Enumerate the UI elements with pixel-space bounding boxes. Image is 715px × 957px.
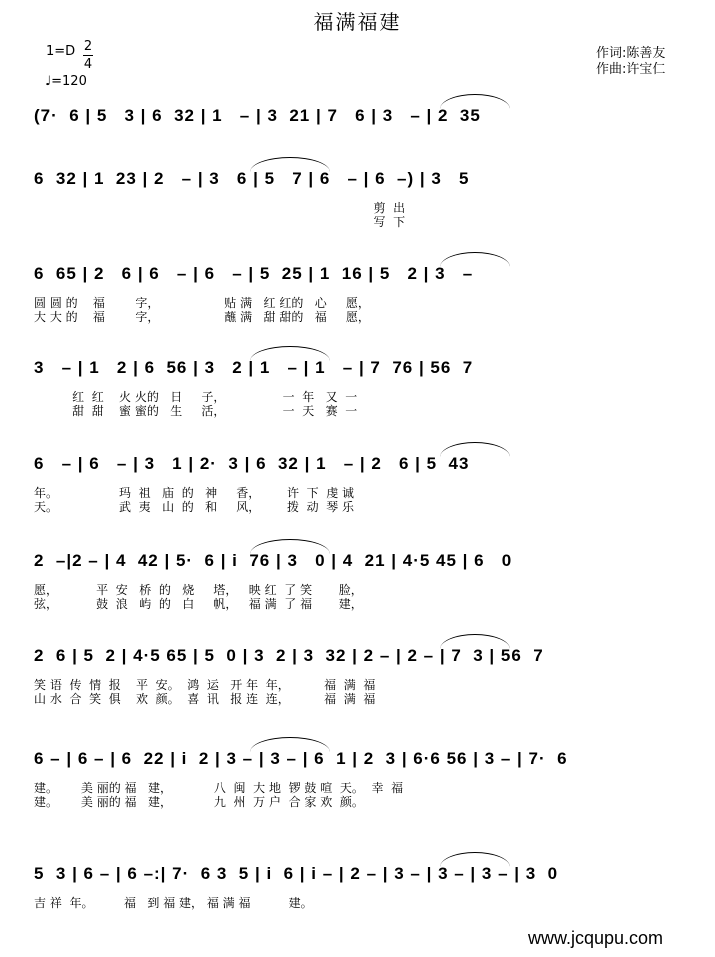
composer: 作曲:许宝仁	[596, 62, 666, 77]
score-row	[34, 258, 684, 290]
row-notes: 2 –|2 – | 4 42 | 5· 6 | i 76 | 3 0 | 4 21 | 4·5 45 | 6 0	[34, 551, 513, 570]
lyric-line: 天。 武 夷 山 的 和 风， 拨 动 琴 乐	[34, 500, 355, 514]
watermark: www.jcqupu.com	[528, 928, 664, 948]
lyric-line: 弦， 鼓 浪 屿 的 白 帆， 福 满 了 福 建，	[34, 597, 363, 611]
lyric-line: 笑 语 传 情 报 平 安。 鸿 运 开 年 年， 福 满 福	[34, 678, 376, 692]
slur	[440, 252, 510, 267]
slur	[250, 346, 330, 361]
lyric-line: 大 大 的 福 字， 蘸 满 甜 甜的 福 愿，	[34, 310, 370, 324]
time-bottom: 4	[83, 57, 93, 72]
lyric-line: 建。 美 丽的 福 建， 八 闽 大 地 锣 鼓 喧 天。 幸 福	[34, 781, 404, 795]
score-row	[34, 100, 684, 132]
slur	[440, 442, 510, 457]
row-notes: 6 32 | 1 23 | 2 – | 3 6 | 5 7 | 6 – | 6 –) | 3 5	[34, 169, 470, 188]
score-row	[34, 640, 684, 672]
row-notes: (7· 6 | 5 3 | 6 32 | 1 – | 3 21 | 7 6 | 3 – | 2 35	[34, 106, 481, 125]
slur	[250, 737, 330, 752]
score-row	[34, 352, 684, 384]
key-signature: 1=D	[46, 44, 76, 59]
score-row	[34, 743, 684, 775]
time-signature	[83, 40, 93, 71]
lyric-line: 吉 祥 年。 福 到 福 建， 福 满 福 建。	[34, 896, 313, 910]
lyric-line: 年。 玛 祖 庙 的 神 香， 许 下 虔 诚	[34, 486, 355, 500]
row-notes: 5 3 | 6 – | 6 –:| 7· 6 3 5 | i 6 | i – | 2 – | 3 – | 3 – | 3 – | 3 0	[34, 864, 559, 883]
row-notes: 6 – | 6 – | 3 1 | 2· 3 | 6 32 | 1 – | 2 6 | 5 43	[34, 454, 470, 473]
lyric-line: 建。 美 丽的 福 建， 九 州 万 户 合 家 欢 颜。	[34, 795, 364, 809]
score-row	[34, 163, 684, 195]
time-bar	[83, 55, 93, 56]
credits	[596, 46, 665, 78]
slur	[440, 852, 510, 867]
lyric-line: 红 红 火 火的 日 子， 一 年 又 一	[34, 390, 358, 404]
slur	[440, 634, 510, 649]
song-title: 福满福建	[313, 10, 402, 34]
lyricist: 作词:陈善友	[596, 46, 666, 61]
row-notes: 3 – | 1 2 | 6 56 | 3 2 | 1 – | 1 – | 7 76 | 56 7	[34, 358, 474, 377]
lyric-line: 剪 出	[34, 201, 406, 215]
lyric-line: 圆 圆 的 福 字， 贴 满 红 红的 心 愿，	[34, 296, 370, 310]
row-notes: 2 6 | 5 2 | 4·5 65 | 5 0 | 3 2 | 3 32 | 2 – | 2 – | 7 3 | 56 7	[34, 646, 544, 665]
time-top: 2	[83, 39, 93, 54]
lyric-line: 甜 甜 蜜 蜜的 生 活， 一 天 赛 一	[34, 404, 358, 418]
tempo-marking: ♩=120	[45, 74, 87, 89]
row-notes: 6 65 | 2 6 | 6 – | 6 – | 5 25 | 1 16 | 5 2 | 3 –	[34, 264, 474, 283]
row-notes: 6 – | 6 – | 6 22 | i 2 | 3 – | 3 – | 6 1 | 2 3 | 6·6 56 | 3 – | 7· 6	[34, 749, 568, 768]
lyric-line: 愿， 平 安 桥 的 烧 塔， 映 红 了 笑 脸，	[34, 583, 363, 597]
score-row	[34, 858, 684, 890]
lyric-line: 山 水 合 笑 俱 欢 颜。 喜 讯 报 连 连， 福 满 福	[34, 692, 376, 706]
score-row	[34, 545, 684, 577]
score-row	[34, 448, 684, 480]
slur	[250, 539, 330, 554]
slur	[250, 157, 330, 172]
lyric-line: 写 下	[34, 215, 406, 229]
slur	[440, 94, 510, 109]
